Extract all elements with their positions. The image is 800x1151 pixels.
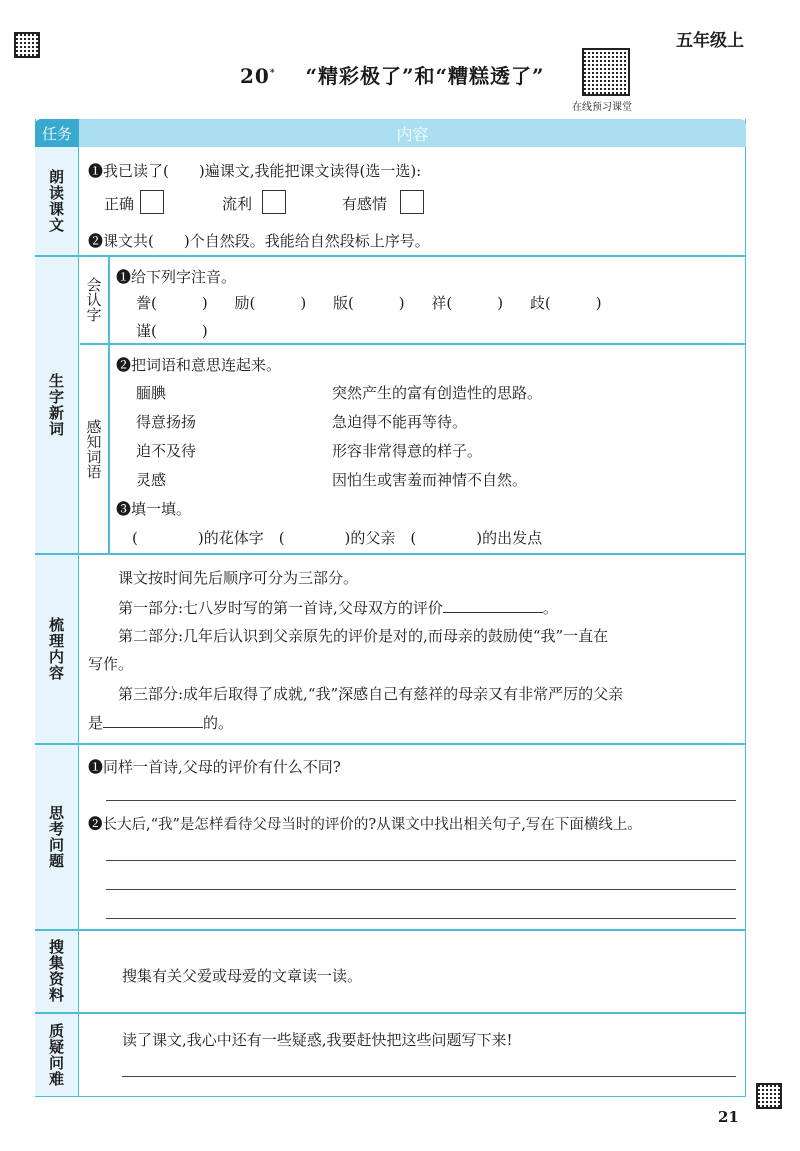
- divider: [108, 256, 110, 553]
- label-words-cell: [35, 256, 79, 553]
- divider: [35, 929, 746, 931]
- think-q1: ❶同样一首诗,父母的评价有什么不同?: [88, 758, 341, 776]
- label-words: 生字新词: [47, 372, 65, 437]
- lesson-name: “精彩极了”和“糟糕透了”: [305, 64, 545, 88]
- label-read: 朗读课文: [47, 169, 65, 233]
- grade-label: 五年级上: [676, 31, 744, 51]
- pinyin-row-1: 誊( ) 励( ) 版( ) 祥( ) 歧( ): [136, 294, 602, 312]
- meaning-3[interactable]: 形容非常得意的样子。: [332, 442, 483, 460]
- outline-part-3-start: 是: [88, 714, 104, 732]
- qr-code-bottom-right: [756, 1083, 782, 1109]
- meaning-1[interactable]: 突然产生的富有创造性的思路。: [332, 384, 543, 402]
- outline-part-3: 第三部分:成年后取得了成就,“我”深感自己有慈祥的母亲又有非常严厉的父亲: [118, 685, 624, 703]
- words-q2: ❷把词语和意思连起来。: [116, 356, 282, 374]
- header-content: 内容: [396, 124, 429, 144]
- qr-code-top-left: [14, 32, 40, 58]
- page-number: 21: [718, 1108, 739, 1126]
- label-read-cell: [35, 147, 79, 255]
- divider: [80, 343, 746, 345]
- label-outline: 梳理内容: [47, 616, 65, 681]
- lesson-number: 20: [240, 64, 270, 88]
- outline-part-3-end: 的。: [203, 714, 234, 732]
- label-doubt-cell: [35, 1013, 79, 1096]
- option-fluent: 流利: [222, 195, 253, 213]
- outline-intro: 课文按时间先后顺序可分为三部分。: [118, 569, 359, 587]
- read-q2: ❷课文共( )个自然段。我能给自然段标上序号。: [88, 232, 430, 250]
- words-q3: ❸填一填。: [116, 500, 192, 518]
- answer-line-4[interactable]: [106, 918, 736, 919]
- sub-label-recognize: 会认字: [84, 277, 103, 322]
- divider: [35, 1012, 746, 1014]
- outline-part-1-end: 。: [542, 599, 558, 617]
- outline-blank-1[interactable]: [443, 598, 543, 613]
- label-doubt: 质疑问难: [47, 1022, 65, 1087]
- divider: [35, 553, 746, 555]
- term-3[interactable]: 迫不及待: [136, 442, 197, 460]
- option-correct: 正确: [104, 195, 135, 213]
- outline-part-2: 第二部分:几年后认识到父亲原先的评价是对的,而母亲的鼓励使“我”一直在: [118, 627, 609, 645]
- sub-label-recognize-cell: [80, 256, 108, 343]
- outline-part-1-text: 第一部分:七八岁时写的第一首诗,父母双方的评价: [118, 599, 443, 617]
- option-fluent-checkbox[interactable]: [262, 190, 286, 214]
- option-emotion-checkbox[interactable]: [400, 190, 424, 214]
- term-1[interactable]: 腼腆: [136, 384, 167, 402]
- answer-line-1[interactable]: [106, 800, 736, 801]
- qr-caption: 在线预习课堂: [572, 102, 632, 113]
- sub-label-perceive-cell: [80, 344, 108, 553]
- term-2[interactable]: 得意扬扬: [136, 413, 197, 431]
- answer-line-3[interactable]: [106, 889, 736, 890]
- answer-line-5[interactable]: [122, 1076, 736, 1077]
- divider: [35, 743, 746, 745]
- option-emotion: 有感情: [342, 195, 388, 213]
- words-q1: ❶给下列字注音。: [116, 268, 237, 286]
- sub-label-perceive: 感知词语: [84, 418, 103, 479]
- think-q2: ❷长大后,“我”是怎样看待父母当时的评价的?从课文中找出相关句子,写在下面横线上。: [88, 817, 642, 833]
- lesson-title: [240, 60, 545, 89]
- outline-part-2-cont: 写作。: [88, 655, 134, 673]
- label-outline-cell: [35, 554, 79, 743]
- pinyin-row-2: 谨( ): [136, 322, 208, 340]
- outline-blank-2[interactable]: [103, 713, 203, 728]
- header-task: 任务: [35, 119, 79, 147]
- label-think-cell: [35, 744, 79, 929]
- label-collect-cell: [35, 930, 79, 1012]
- lesson-mark: *: [269, 68, 276, 79]
- meaning-2[interactable]: 急迫得不能再等待。: [332, 413, 468, 431]
- label-think: 思考问题: [47, 804, 65, 869]
- doubt-text: 读了课文,我心中还有一些疑惑,我要赶快把这些问题写下来!: [122, 1031, 513, 1049]
- label-collect: 搜集资料: [47, 939, 65, 1003]
- term-4[interactable]: 灵感: [136, 471, 167, 489]
- outline-part-3-cont: [88, 712, 233, 733]
- meaning-4[interactable]: 因怕生或害羞而神情不自然。: [332, 471, 528, 489]
- answer-line-2[interactable]: [106, 860, 736, 861]
- collect-text: 搜集有关父爱或母爱的文章读一读。: [122, 967, 363, 985]
- read-q1: ❶我已读了( )遍课文,我能把课文读得(选一选):: [88, 162, 422, 180]
- qr-code-preview[interactable]: [582, 48, 630, 96]
- outline-part-1: [118, 597, 558, 618]
- fill-blanks[interactable]: ( )的花体字 ( )的父亲 ( )的出发点: [132, 529, 543, 547]
- option-correct-checkbox[interactable]: [140, 190, 164, 214]
- divider: [35, 255, 746, 257]
